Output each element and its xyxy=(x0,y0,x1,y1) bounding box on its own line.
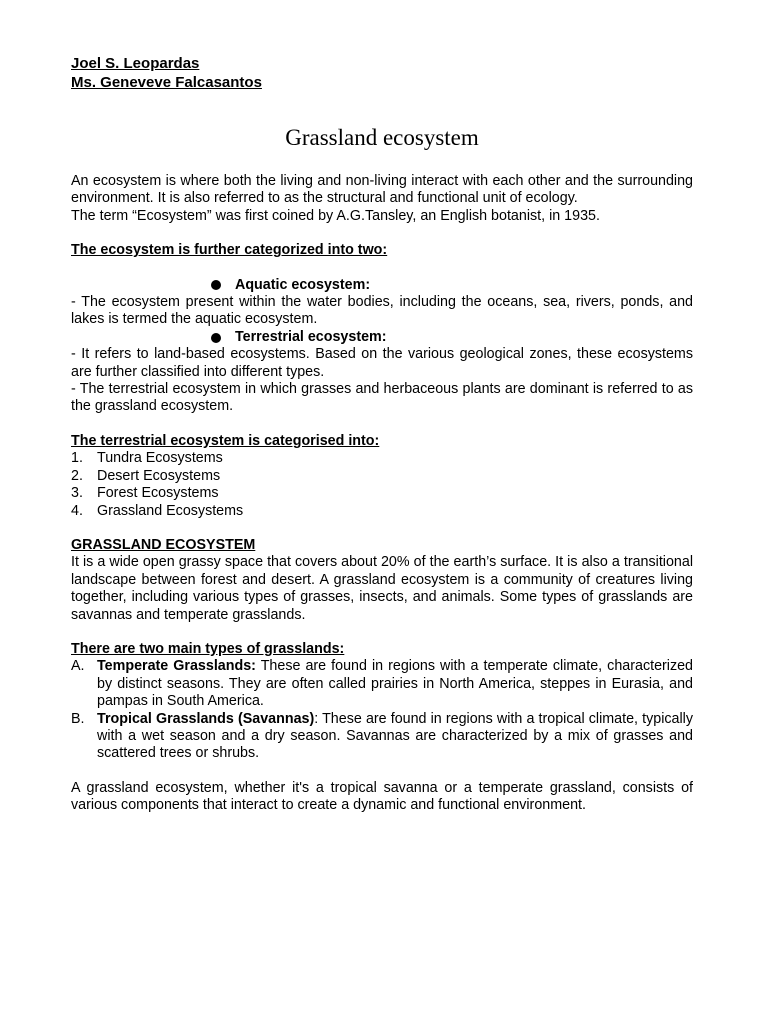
teacher-name: Ms. Geneveve Falcasantos xyxy=(71,74,262,91)
grassland-types-list xyxy=(71,658,693,762)
bullet-icon xyxy=(211,280,221,290)
intro-tansley: The term “Ecosystem” was first coined by A.G.Tansley, an English botanist, in 1935. xyxy=(71,207,600,224)
list-item: 3. Forest Ecosystems xyxy=(71,485,219,502)
terrestrial-types-heading: The terrestrial ecosystem is categorised into: xyxy=(71,432,380,449)
aquatic-bullet xyxy=(71,277,693,294)
list-item: 2. Desert Ecosystems xyxy=(71,467,221,484)
list-item: 4. Grassland Ecosystems xyxy=(71,502,244,519)
aquatic-description: - The ecosystem present within the water bodies, including the oceans, sea, rivers, ponds, and lakes is termed the aquatic ecosystem. xyxy=(71,294,693,328)
temperate-grasslands-label: Temperate Grasslands: xyxy=(97,658,256,675)
author-name: Joel S. Leopardas xyxy=(71,55,200,72)
conclusion-paragraph: A grassland ecosystem, whether it's a tropical savanna or a temperate grassland, consists of various components that interact to create a dynamic and functional environment. xyxy=(71,779,693,814)
document-title: Grassland ecosystem xyxy=(285,125,479,150)
list-item: B. Tropical Grasslands (Savannas): These are found in regions with a tropical climate, typically with a wet season and a dry season. Savannas are characterized by a mix of grasses and scattered trees or shrubs. xyxy=(71,710,693,762)
grassland-paragraph: It is a wide open grassy space that covers about 20% of the earth’s surface. It is also a transitional landscape between forest and desert. A grassland ecosystem is a community of creatures living together, including various types of grasses, insects, and animals. Some types of grasslands are savannas and temperate grasslands. xyxy=(71,554,693,623)
terrestrial-description-2: - The terrestrial ecosystem in which grasses and herbaceous plants are dominant is referred to as the grassland ecosystem. xyxy=(71,381,693,415)
grassland-heading: GRASSLAND ECOSYSTEM xyxy=(71,536,256,553)
terrestrial-label: Terrestrial ecosystem: xyxy=(235,328,387,345)
terrestrial-description-1: - It refers to land-based ecosystems. Based on the various geological zones, these ecosystems are further classified into different types. xyxy=(71,346,693,380)
intro-paragraph: An ecosystem is where both the living and non-living interact with each other and the surrounding environment. It is also referred to as the structural and functional unit of ecology. xyxy=(71,173,693,207)
tropical-grasslands-label: Tropical Grasslands (Savannas) xyxy=(97,710,315,727)
bullet-icon xyxy=(211,333,221,343)
list-item: 1. Tundra Ecosystems xyxy=(71,450,223,467)
terrestrial-bullet xyxy=(71,329,693,346)
aquatic-label: Aquatic ecosystem: xyxy=(235,276,371,293)
grassland-types-heading: There are two main types of grasslands: xyxy=(71,640,345,657)
categories-heading: The ecosystem is further categorized into two: xyxy=(71,242,388,259)
list-item: A. Temperate Grasslands: These are found in regions with a temperate climate, characterized by distinct seasons. They are often called prairies in North America, steppes in Eurasia, and pampas in South America. xyxy=(71,658,694,710)
terrestrial-types-list xyxy=(71,450,693,520)
